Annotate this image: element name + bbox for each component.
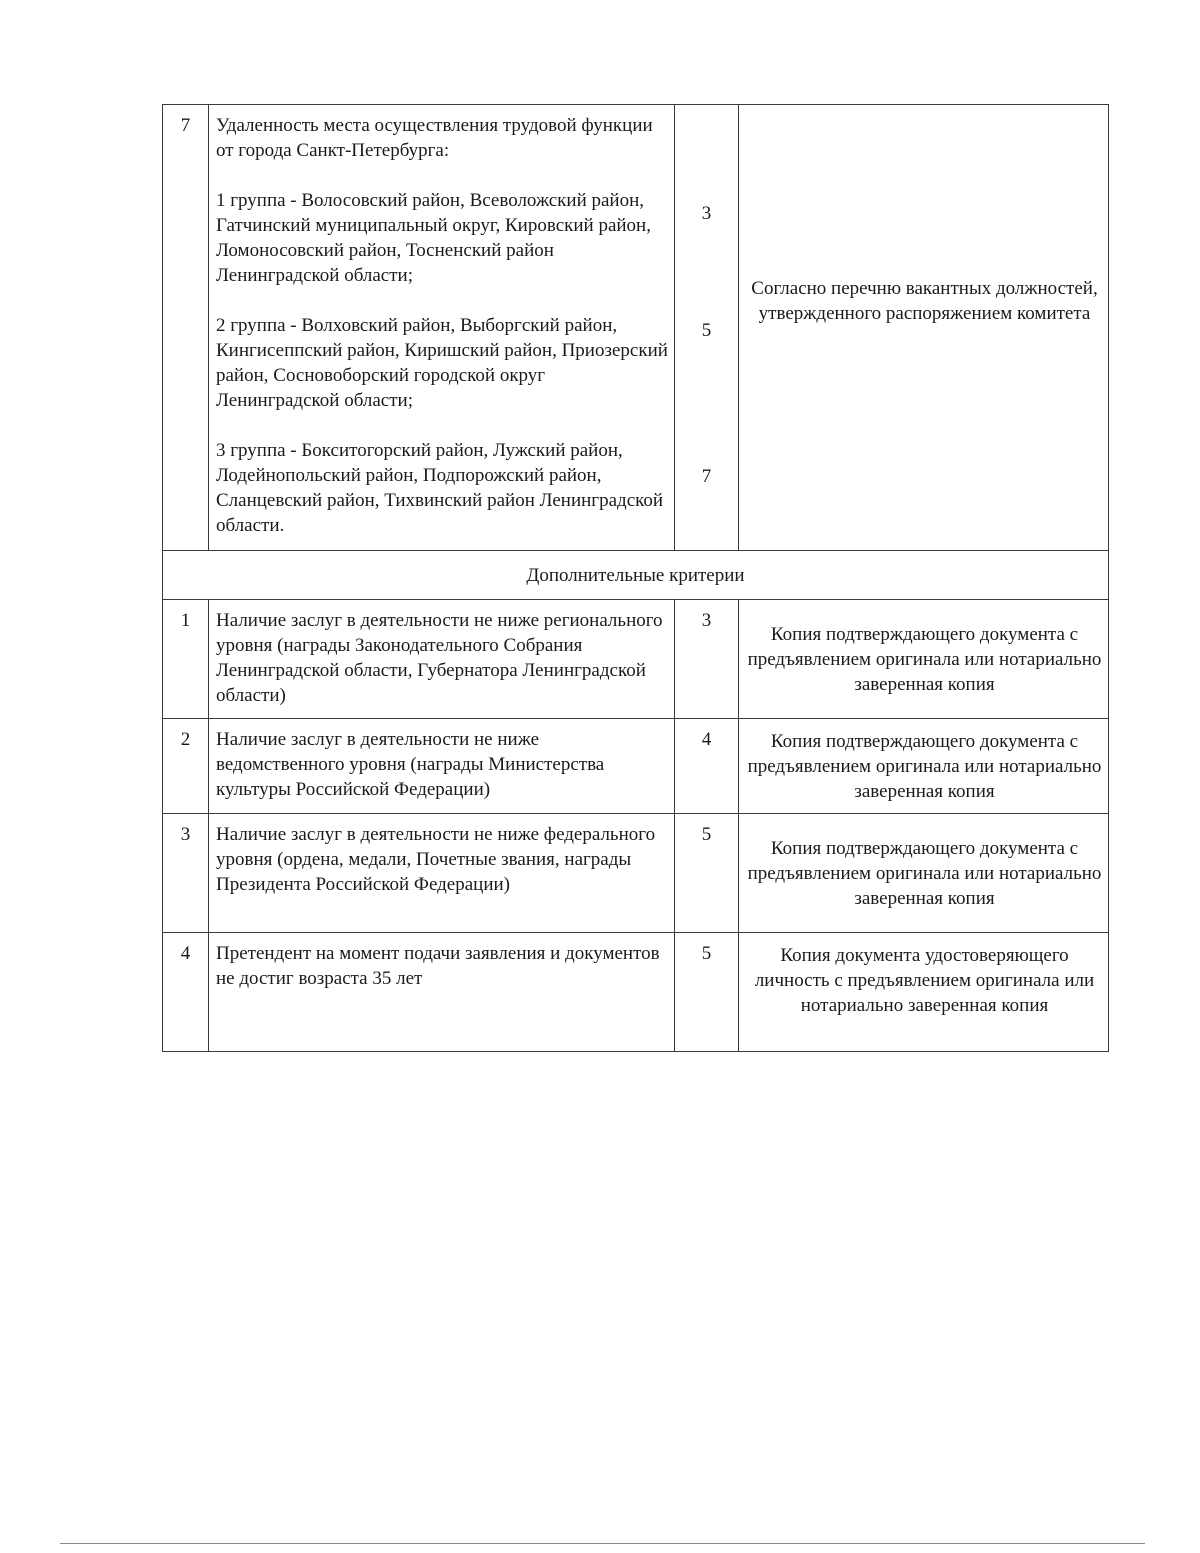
required-document: Согласно перечню вакантных должностей, утвержденного распоряжением комитета [751,277,1098,324]
section-title: Дополнительные критерии [163,551,1109,600]
group-3-score: 7 [701,466,712,487]
required-document: Копия подтверждающего документа с предъявлением оригинала или нотариально заверенная копия [747,730,1102,802]
required-document: Копия документа удостоверяющего личность с предъявлением оригинала или нотариально заверенная копия [754,945,1095,1016]
table-row-criterion-7 [163,105,1109,551]
row-number: 7 [180,115,191,136]
section-header-row [163,551,1109,600]
criterion-description: Наличие заслуг в деятельности не ниже федерального уровня (ордена, медали, Почетные звания, награды Президента Российской Федерации) [216,824,656,895]
row-number: 1 [180,610,191,631]
group-3-text: 3 группа - Бокситогорский район, Лужский район, Лодейнопольский район, Подпорожский район, Сланцевский район, Тихвинский район Ленинградской области. [216,440,664,536]
row-number-cell [163,105,209,551]
table-row [163,814,1109,933]
row-number: 2 [180,729,191,750]
criterion-score: 3 [701,610,712,631]
group-1-score: 3 [701,203,712,224]
criteria-table [162,104,1109,1052]
criterion-description-cell [209,105,675,551]
group-2-text: 2 группа - Волховский район, Выборгский район, Кингисеппский район, Киришский район, Приозерский район, Сосновоборский городской округ Ленинградской области; [216,315,668,411]
document-cell [739,105,1109,551]
group-2-score: 5 [701,320,712,341]
criterion-score: 5 [701,824,712,845]
row-number: 3 [180,824,191,845]
table-row [163,600,1109,719]
required-document: Копия подтверждающего документа с предъявлением оригинала или нотариально заверенная копия [747,623,1102,695]
criterion-score: 5 [701,943,712,964]
table-row [163,719,1109,814]
criterion-description: Претендент на момент подачи заявления и документов не достиг возраста 35 лет [216,943,660,989]
table-row [163,933,1109,1052]
row-number: 4 [180,943,191,964]
criterion-intro: Удаленность места осуществления трудовой функции от города Санкт-Петербурга: [216,115,653,161]
criterion-description: Наличие заслуг в деятельности не ниже ведомственного уровня (награды Министерства культуры Российской Федерации) [216,729,605,800]
score-cell [675,105,739,551]
group-1-text: 1 группа - Волосовский район, Всеволожский район, Гатчинский муниципальный округ, Кировский район, Ломоносовский район, Тосненский район Ленинградской области; [216,190,651,286]
criterion-description: Наличие заслуг в деятельности не ниже регионального уровня (награды Законодательного Собрания Ленинградской области, Губернатора Ленинградской области) [216,610,663,706]
required-document: Копия подтверждающего документа с предъявлением оригинала или нотариально заверенная копия [747,837,1102,909]
page-bottom-rule [60,1543,1145,1544]
criterion-score: 4 [701,729,712,750]
